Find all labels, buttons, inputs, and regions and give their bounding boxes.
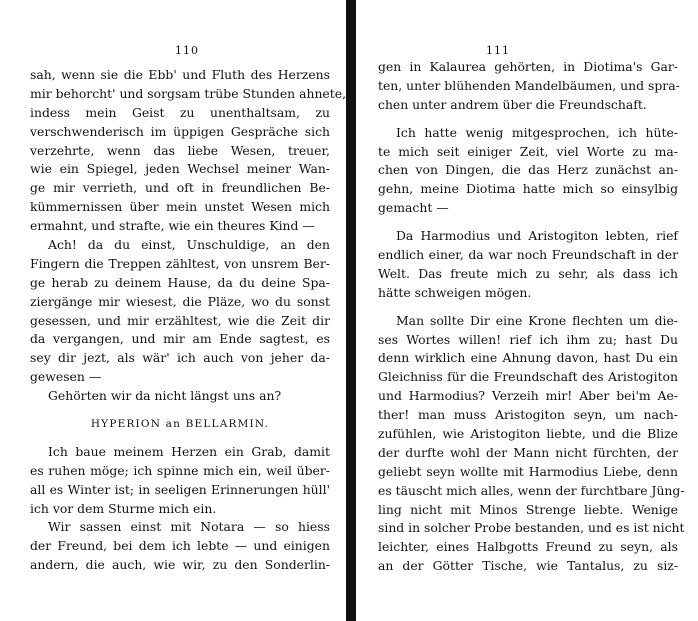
text-line: ten, unter blühenden Mandelbäumen, und spra- xyxy=(378,77,680,93)
text-line: geliebt seyn wollte mit Harmodius Liebe, denn xyxy=(378,463,678,479)
text-line: es täuscht mich alles, wenn der furchtbare Jüng- xyxy=(378,482,685,498)
text-line: es ruhen möge; ich spinne mich ein, weil über- xyxy=(30,462,330,478)
text-line: an der Götter Tische, wie Tantalus, zu siz- xyxy=(378,558,678,574)
text-line: sey dir jezt, als wär' ich auch von jeher da- xyxy=(30,350,330,366)
letter-heading: HYPERION an BELLARMIN. xyxy=(90,418,270,431)
text-line: Ich baue meinem Herzen ein Grab, damit xyxy=(48,443,330,459)
text-line: all es Winter ist; in seeligen Erinnerungen hüll' xyxy=(30,481,330,497)
right-page xyxy=(356,0,698,621)
text-line: gemacht — xyxy=(378,200,449,216)
text-line: Man sollte Dir eine Krone flechten um die- xyxy=(396,312,678,328)
text-line: zufühlen, wie Aristogiton liebte, und die Blize xyxy=(378,426,678,442)
text-line: verschwenderisch im üppigen Gespräche sich xyxy=(30,123,330,139)
text-line: te mich seit einiger Zeit, viel Worte zu ma- xyxy=(378,143,678,159)
text-line: Welt. Das freute mich zu sehr, als dass ich xyxy=(378,265,678,281)
text-line: der Freund, bei dem ich lebte — und einigen xyxy=(30,538,330,554)
text-line: Wir sassen einst mit Notara — so hiess xyxy=(48,519,330,535)
text-line: denn wirklich eine Ahnung davon, hast Du ein xyxy=(378,350,678,366)
text-line: ge mir verrieth, und oft in freundlichen Be- xyxy=(30,180,330,196)
text-line: leichter, eines Halbgotts Freund zu seyn, als xyxy=(378,539,678,555)
right-page-number: 111 xyxy=(486,44,510,57)
text-line: verzehrte, wenn das liebe Wesen, treuer, xyxy=(30,142,330,158)
text-line: sah, wenn sie die Ebb' und Fluth des Herzens xyxy=(30,67,330,82)
text-line: Gehörten wir da nicht längst uns an? xyxy=(48,388,282,404)
text-line: gen in Kalaurea gehörten, in Diotima's Gar- xyxy=(378,59,678,74)
text-line: kümmernissen über mein unstet Wesen mich xyxy=(30,199,330,215)
text-line: chen unter andrem über die Freundschaft. xyxy=(378,96,647,112)
left-page-text xyxy=(30,66,347,575)
text-line: indess mein Geist zu unenthaltsam, zu xyxy=(30,104,330,120)
text-line: ziergänge mir wiesest, die Pläze, wo du sonst xyxy=(30,293,330,309)
book-spine xyxy=(346,0,356,621)
text-line: ses Wortes willen! rief ich ihm zu; hast Du xyxy=(378,331,678,347)
text-line: der durfte wohl der Mann nicht fürchten, der xyxy=(378,444,678,460)
text-line: endlich einer, da war noch Freundschaft in der xyxy=(378,247,678,263)
text-line: hätte schweigen mögen. xyxy=(378,284,532,300)
text-line: ther! man muss Aristogiton seyn, um nach- xyxy=(378,407,678,423)
text-line: Da Harmodius und Aristogiton lebten, rief xyxy=(396,228,678,244)
text-line: ermahnt, und strafte, wie ein theures Kind — xyxy=(30,218,315,234)
text-line: und Harmodius? Verzeih mir! Aber bei'm Ae- xyxy=(378,388,678,404)
text-line: ge herab zu deinem Hause, da du deine Spa- xyxy=(30,274,330,290)
left-page-number: 110 xyxy=(175,44,199,57)
text-line: Ach! da du einst, Unschuldige, an den xyxy=(48,237,330,253)
text-line: da vergangen, und mir am Ende sagtest, es xyxy=(30,331,330,347)
text-line: gesessen, und mir erzähltest, wie die Zeit dir xyxy=(30,312,330,328)
text-line: Ich hatte wenig mitgesprochen, ich hüte- xyxy=(396,124,678,140)
text-line: ich vor dem Sturme mich ein. xyxy=(30,500,217,516)
text-line: gehn, meine Diotima hatte mich so einsylbig xyxy=(378,181,678,197)
text-line: Fingern die Treppen zähltest, von unsrem Ber- xyxy=(30,255,330,271)
right-page-text xyxy=(378,58,685,576)
text-line: sind in solcher Probe bestanden, und es ist nicht xyxy=(378,520,685,536)
text-line: Gleichniss für die Freundschaft des Aristogiton xyxy=(378,369,678,385)
text-line: andern, die auch, wie wir, zu den Sonderlin- xyxy=(30,557,330,573)
text-line: wie ein Spiegel, jeden Wechsel meiner Wan- xyxy=(30,161,330,177)
text-line: gewesen — xyxy=(30,369,102,385)
text-line: chen von Dingen, die das Herz zunächst an- xyxy=(378,162,678,178)
text-line: mir behorcht' und sorgsam trübe Stunden ahnete, xyxy=(30,85,347,101)
text-line: ling nicht mit Minos Strenge liebte. Wenige xyxy=(378,501,678,517)
left-page xyxy=(0,0,346,621)
